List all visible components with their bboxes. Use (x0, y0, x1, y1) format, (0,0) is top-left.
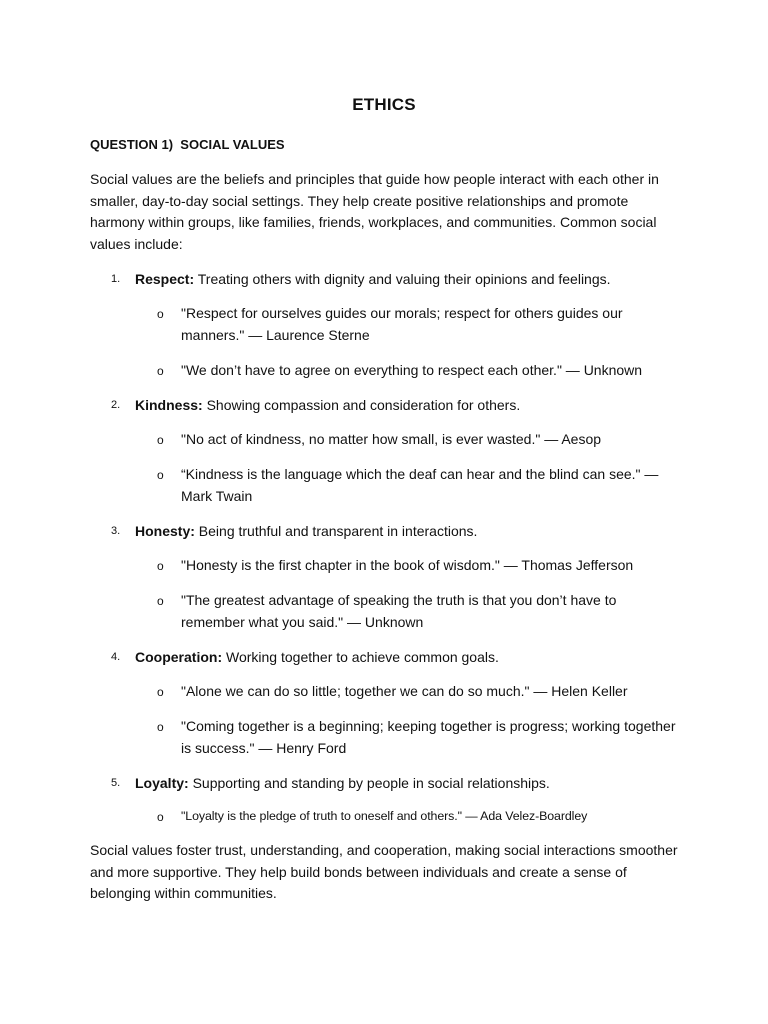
quote-item: "Alone we can do so little; together we can do so much." — Helen Keller (181, 683, 628, 699)
list-number: 5. (111, 777, 121, 789)
value-description: Being truthful and transparent in interactions. (194, 523, 478, 539)
quote-item: "We don’t have to agree on everything to respect each other." — Unknown (181, 362, 643, 378)
value-description: Working together to achieve common goals. (222, 649, 499, 665)
bullet-icon: o (157, 685, 164, 699)
list-number: 4. (111, 651, 121, 663)
intro-paragraph: Social values are the beliefs and principles that guide how people interact with each other in smaller, day-to-day social settings. They help create positive relationships and promote harmony within groups, like families, friends, workplaces, and communities. Common social values include: (90, 171, 659, 253)
value-term: Respect: (135, 271, 195, 287)
list-number: 2. (111, 399, 121, 411)
value-item-kindness (135, 395, 695, 417)
value-item-loyalty (135, 773, 695, 795)
bullet-icon: o (157, 364, 164, 378)
conclusion-paragraph: Social values foster trust, understanding, and cooperation, making social interactions smoother and more supportive. They help build bonds between individuals and create a sense of belonging within communities. (90, 842, 678, 902)
bullet-icon: o (157, 594, 164, 608)
value-term: Loyalty: (135, 775, 189, 791)
value-item-cooperation (135, 647, 695, 669)
value-description: Treating others with dignity and valuing their opinions and feelings. (194, 271, 611, 287)
quote-item: "Coming together is a beginning; keeping together is progress; working together is success." — Henry Ford (181, 718, 676, 756)
bullet-icon: o (157, 810, 164, 824)
value-term: Kindness: (135, 397, 203, 413)
question-heading: QUESTION 1) SOCIAL VALUES (90, 137, 285, 152)
bullet-icon: o (157, 559, 164, 573)
quote-item: "Honesty is the first chapter in the book of wisdom." — Thomas Jefferson (181, 557, 634, 573)
value-description: Showing compassion and consideration for others. (202, 397, 521, 413)
bullet-icon: o (157, 468, 164, 482)
value-item-respect (135, 269, 695, 291)
quote-item: "Respect for ourselves guides our morals; respect for others guides our manners." — Laurence Sterne (181, 305, 623, 343)
bullet-icon: o (157, 433, 164, 447)
quote-item: "No act of kindness, no matter how small, is ever wasted." — Aesop (181, 431, 602, 447)
value-item-honesty (135, 521, 695, 543)
bullet-icon: o (157, 307, 164, 321)
value-term: Honesty: (135, 523, 195, 539)
quote-item: “Kindness is the language which the deaf can hear and the blind can see." — Mark Twain (181, 466, 659, 504)
document-title: ETHICS (352, 95, 416, 114)
list-number: 3. (111, 525, 121, 537)
quote-item: "The greatest advantage of speaking the truth is that you don’t have to remember what you said." — Unknown (181, 592, 617, 630)
bullet-icon: o (157, 720, 164, 734)
quote-item: "Loyalty is the pledge of truth to oneself and others." — Ada Velez-Boardley (181, 809, 588, 823)
value-term: Cooperation: (135, 649, 223, 665)
value-description: Supporting and standing by people in social relationships. (188, 775, 550, 791)
list-number: 1. (111, 273, 121, 285)
